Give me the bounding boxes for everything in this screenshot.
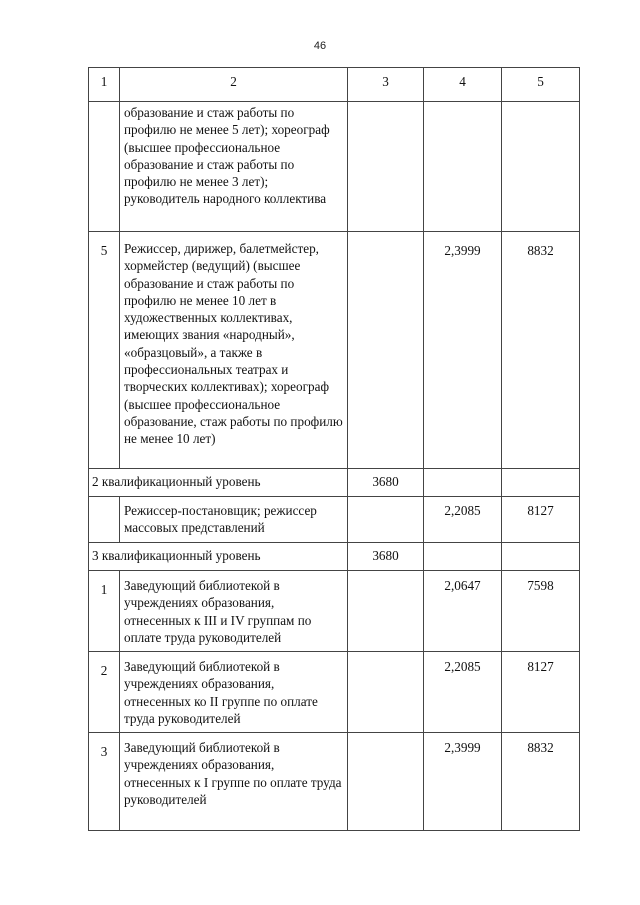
base-salary-cell [348, 102, 424, 232]
row-number: 5 [89, 232, 120, 469]
salary: 8127 [502, 652, 580, 733]
table-row [89, 232, 580, 469]
header-cell: 2 [120, 68, 348, 102]
salary: 7598 [502, 571, 580, 652]
base-salary: 3680 [348, 469, 424, 497]
base-salary-cell [348, 652, 424, 733]
coefficient [424, 102, 502, 232]
table-row [89, 497, 580, 543]
table-header-row [89, 68, 580, 102]
position-text: Режиссер, дирижер, балетмейстер, хормейстер (ведущий) (высшее образование и стаж работы по профилю не менее 10 лет в художественных коллективах, имеющих звания «народный», «образцовый», а также в профессиональных театрах и творческих коллективах); хореограф (высшее профессиональное образование, стаж работы по профилю не менее 10 лет) [120, 232, 348, 469]
salary: 8832 [502, 232, 580, 469]
coefficient: 2,3999 [424, 733, 502, 831]
base-salary-cell [348, 571, 424, 652]
position-text: образование и стаж работы по профилю не менее 5 лет); хореограф (высшее профессиональное образование и стаж работы по профилю не менее 3 лет); руководитель народного коллектива [120, 102, 348, 232]
salary-table [88, 67, 580, 831]
header-cell: 4 [424, 68, 502, 102]
page-number: 46 [313, 40, 327, 52]
empty-cell [502, 543, 580, 571]
position-text: Заведующий библиотекой в учреждениях образования, отнесенных к III и IV группам по оплате труда руководителей [120, 571, 348, 652]
coefficient: 2,2085 [424, 497, 502, 543]
header-cell: 5 [502, 68, 580, 102]
qualification-level-label: 2 квалификационный уровень [89, 469, 348, 497]
salary: 8832 [502, 733, 580, 831]
empty-cell [424, 543, 502, 571]
base-salary-cell [348, 733, 424, 831]
empty-cell [502, 469, 580, 497]
base-salary-cell [348, 232, 424, 469]
salary [502, 102, 580, 232]
base-salary-cell [348, 497, 424, 543]
empty-cell [424, 469, 502, 497]
row-number: 3 [89, 733, 120, 831]
base-salary: 3680 [348, 543, 424, 571]
row-number [89, 497, 120, 543]
table-row [89, 733, 580, 831]
row-number: 1 [89, 571, 120, 652]
header-cell: 1 [89, 68, 120, 102]
position-text: Заведующий библиотекой в учреждениях образования, отнесенных к I группе по оплате труда руководителей [120, 733, 348, 831]
coefficient: 2,3999 [424, 232, 502, 469]
qualification-level-label: 3 квалификационный уровень [89, 543, 348, 571]
row-number: 2 [89, 652, 120, 733]
position-text: Заведующий библиотекой в учреждениях образования, отнесенных ко II группе по оплате труда руководителей [120, 652, 348, 733]
qualification-level-row [89, 543, 580, 571]
salary: 8127 [502, 497, 580, 543]
coefficient: 2,0647 [424, 571, 502, 652]
table-row [89, 102, 580, 232]
position-text: Режиссер-постановщик; режиссер массовых представлений [120, 497, 348, 543]
header-cell: 3 [348, 68, 424, 102]
row-number [89, 102, 120, 232]
qualification-level-row [89, 469, 580, 497]
table-row [89, 652, 580, 733]
table-row [89, 571, 580, 652]
coefficient: 2,2085 [424, 652, 502, 733]
